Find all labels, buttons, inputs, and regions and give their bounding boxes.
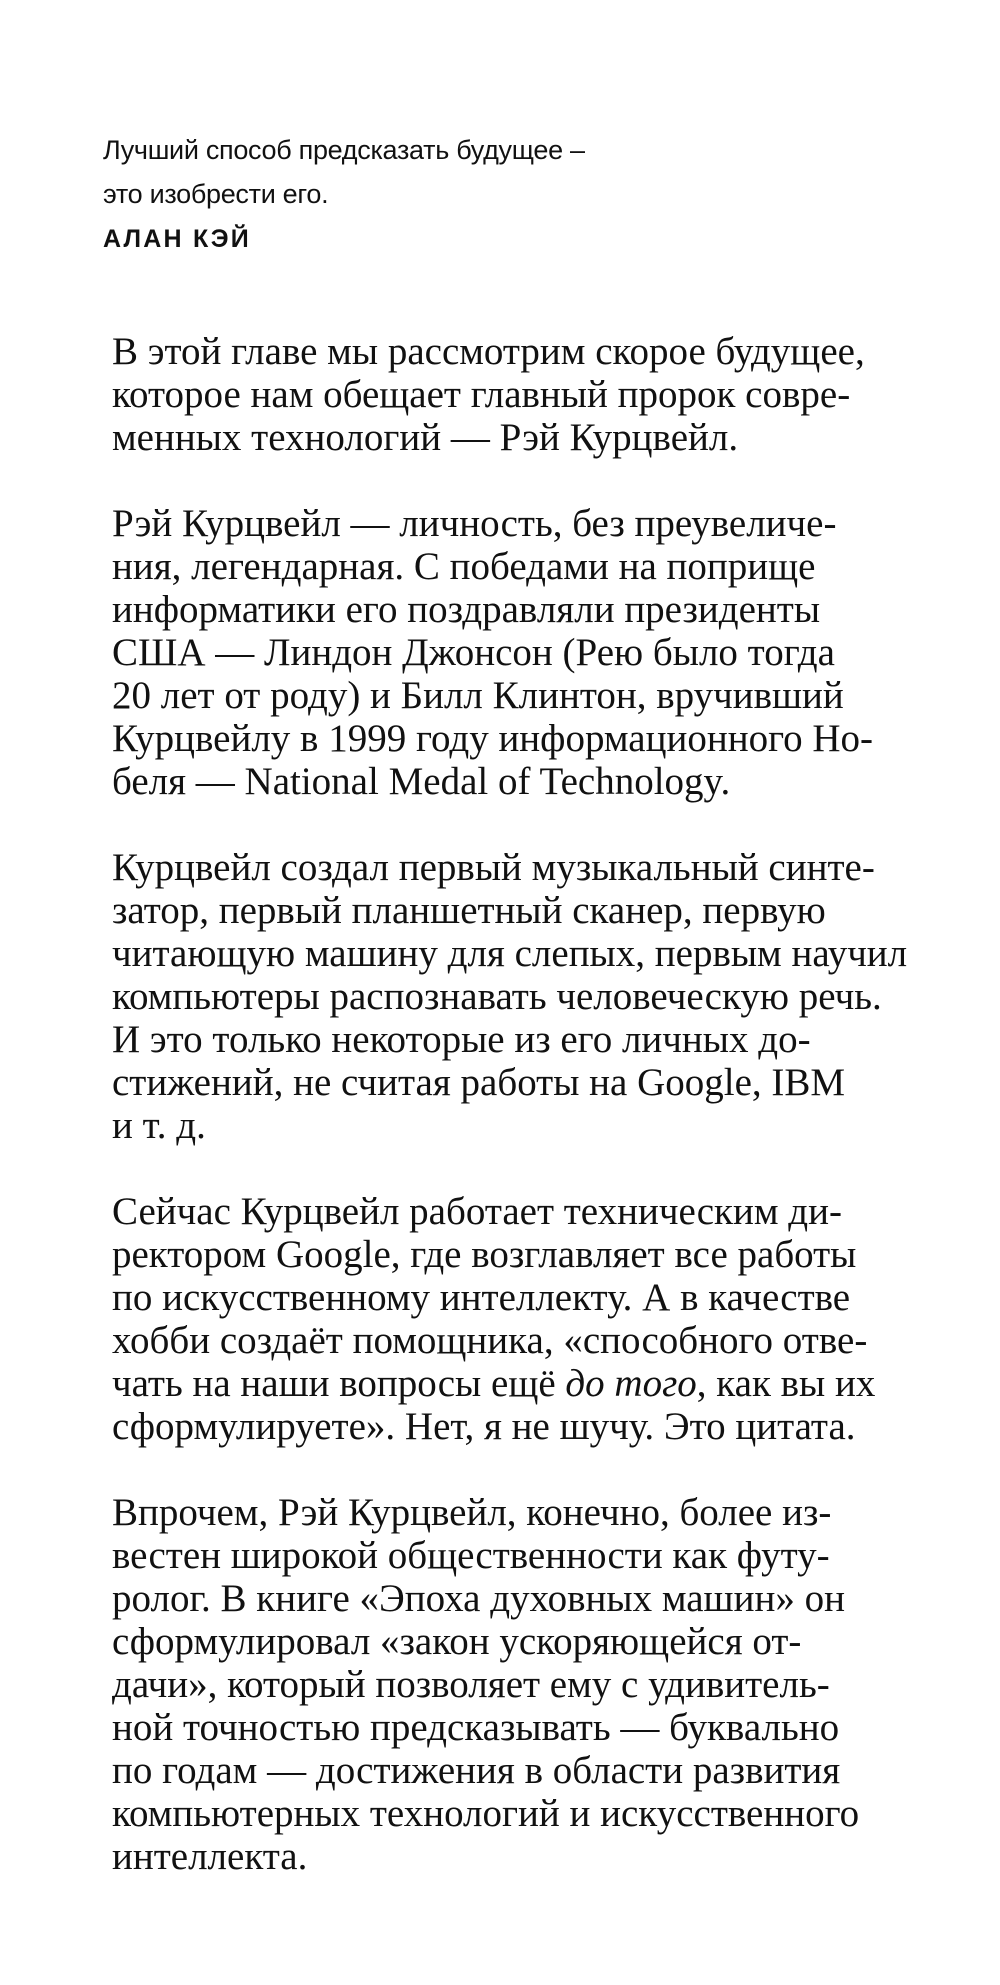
paragraph-inventions <box>112 846 942 1147</box>
text-line: затор, первый планшетный сканер, первую <box>112 889 826 932</box>
text-line: беля — National Medal of Technology. <box>112 760 731 803</box>
epigraph-quote-line: Лучший способ предсказать будущее – <box>103 135 585 165</box>
text-line: ректором Google, где возглавляет все работы <box>112 1233 857 1276</box>
text-line: Сейчас Курцвейл работает техническим ди- <box>112 1190 842 1233</box>
epigraph <box>103 128 803 261</box>
text-line: стижений, не считая работы на Google, IBM <box>112 1061 846 1104</box>
text-line: сформулировал «закон ускоряющейся от- <box>112 1620 802 1663</box>
text-line: по искусственному интеллекту. А в качестве <box>112 1276 851 1319</box>
text-line: интеллекта. <box>112 1835 308 1878</box>
text-line: США — Линдон Джонсон (Рею было тогда <box>112 631 835 674</box>
text-line: ролог. В книге «Эпоха духовных машин» он <box>112 1577 845 1620</box>
text-line: вестен широкой общественности как футу- <box>112 1534 830 1577</box>
text-line: компьютерных технологий и искусственного <box>112 1792 860 1835</box>
text-line: Курцвейлу в 1999 году информационного Но- <box>112 717 873 760</box>
text-line: информатики его поздравляли президенты <box>112 588 821 631</box>
text-line: хобби создаёт помощника, «способного отве- <box>112 1319 868 1362</box>
text-line: компьютеры распознавать человеческую речь. <box>112 975 882 1018</box>
paragraph-legend <box>112 502 942 803</box>
text-line: сформулируете». Нет, я не шучу. Это цитата. <box>112 1405 856 1448</box>
text-line: и т. д. <box>112 1104 206 1147</box>
paragraph-google <box>112 1190 942 1448</box>
text-line: читающую машину для слепых, первым научил <box>112 932 908 975</box>
chapter-body <box>112 330 942 1921</box>
text-line: ния, легендарная. С победами на поприще <box>112 545 816 588</box>
epigraph-quote-line: это изобрести его. <box>103 179 329 209</box>
text-line: Курцвейл создал первый музыкальный синте- <box>112 846 875 889</box>
paragraph-intro <box>112 330 942 459</box>
text-segment: чать на наши вопросы ещё <box>112 1362 566 1405</box>
paragraph-futurologist <box>112 1491 942 1878</box>
epigraph-author: АЛАН КЭЙ <box>103 225 251 253</box>
text-line: Впрочем, Рэй Курцвейл, конечно, более из- <box>112 1491 832 1534</box>
text-line: по годам — достижения в области развития <box>112 1749 841 1792</box>
text-line: ной точностью предсказывать — буквально <box>112 1706 840 1749</box>
text-line: В этой главе мы рассмотрим скорое будущее, <box>112 330 865 373</box>
text-line-with-emphasis <box>112 1362 942 1405</box>
text-line: которое нам обещает главный пророк совре- <box>112 373 851 416</box>
text-segment: , как вы их <box>696 1362 876 1405</box>
text-line: Рэй Курцвейл — личность, без преувеличе- <box>112 502 837 545</box>
text-line: дачи», который позволяет ему с удивитель- <box>112 1663 830 1706</box>
text-line: менных технологий — Рэй Курцвейл. <box>112 416 739 459</box>
text-line: И это только некоторые из его личных до- <box>112 1018 811 1061</box>
text-line: 20 лет от роду) и Билл Клинтон, вручивший <box>112 674 844 717</box>
italic-emphasis: до того <box>565 1362 697 1405</box>
